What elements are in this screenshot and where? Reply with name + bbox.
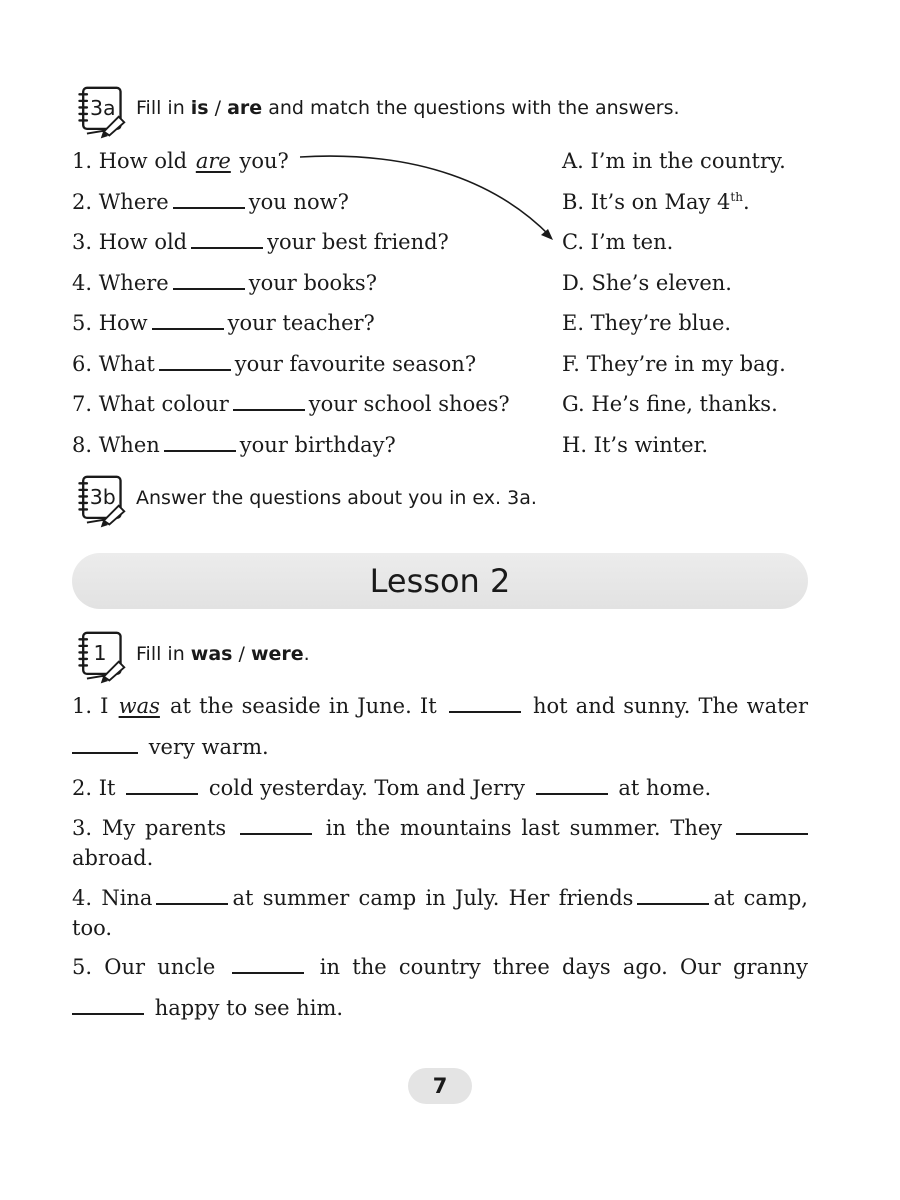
blank[interactable]	[637, 885, 709, 905]
notebook-pencil-icon	[72, 630, 128, 686]
sentence-2: 2. It cold yesterday. Tom and Jerry at home.	[72, 776, 712, 800]
answer-b: B. It’s on May 4th.	[562, 190, 750, 214]
question-1: 1. How old are you?	[72, 149, 289, 173]
sentence-5-line-2: happy to see him.	[72, 988, 808, 1028]
ex3b-instruction: Answer the questions about you in ex. 3a.	[136, 487, 537, 509]
sentence-3-line-1: 3. My parents in the mountains last summer. They	[72, 808, 808, 848]
blank[interactable]	[233, 391, 305, 411]
ex3a-instruction: Fill in is / are and match the questions with the answers.	[136, 97, 680, 119]
blank[interactable]	[126, 775, 198, 795]
ex1-instruction: Fill in was / were.	[136, 643, 310, 665]
question-6: 6. What your favourite season?	[72, 352, 477, 376]
question-3: 3. How old your best friend?	[72, 230, 449, 254]
filled-answer: are	[195, 149, 231, 173]
notebook-pencil-icon	[72, 474, 128, 530]
blank[interactable]	[736, 815, 808, 835]
answer-c: C. I’m ten.	[562, 230, 674, 254]
answer-a: A. I’m in the country.	[562, 149, 786, 173]
answer-f: F. They’re in my bag.	[562, 352, 786, 376]
blank[interactable]	[173, 189, 245, 209]
ex1-label: 1	[93, 640, 107, 665]
blank[interactable]	[72, 995, 144, 1015]
blank[interactable]	[152, 310, 224, 330]
question-4: 4. Where your books?	[72, 271, 377, 295]
question-7: 7. What colour your school shoes?	[72, 392, 510, 416]
sentence-4-line-2: too.	[72, 916, 113, 940]
ex3a-label: 3a	[89, 95, 116, 120]
blank[interactable]	[156, 885, 228, 905]
question-5: 5. How your teacher?	[72, 311, 375, 335]
sentence-3-line-2: abroad.	[72, 846, 154, 870]
lesson-title: Lesson 2	[72, 553, 808, 609]
filled-answer: was	[118, 694, 160, 718]
ex3b-label: 3b	[89, 484, 116, 509]
blank[interactable]	[191, 229, 263, 249]
question-2: 2. Where you now?	[72, 190, 349, 214]
answer-h: H. It’s winter.	[562, 433, 709, 457]
answer-g: G. He’s fine, thanks.	[562, 392, 778, 416]
question-8: 8. When your birthday?	[72, 433, 396, 457]
blank[interactable]	[159, 351, 231, 371]
page-number: 7	[408, 1068, 472, 1104]
sentence-1-line-2: very warm.	[72, 727, 808, 767]
answer-d: D. She’s eleven.	[562, 271, 732, 295]
sentence-1-line-1: 1. I was at the seaside in June. It hot and sunny. The water	[72, 694, 808, 718]
blank[interactable]	[173, 270, 245, 290]
blank[interactable]	[72, 734, 138, 754]
blank[interactable]	[232, 954, 304, 974]
blank[interactable]	[164, 432, 236, 452]
blank[interactable]	[240, 815, 312, 835]
blank[interactable]	[449, 693, 521, 713]
sentence-4-line-1: 4. Nina at summer camp in July. Her friends at camp,	[72, 886, 808, 910]
blank[interactable]	[536, 775, 608, 795]
answer-e: E. They’re blue.	[562, 311, 732, 335]
sentence-5-line-1: 5. Our uncle in the country three days ago. Our granny	[72, 955, 808, 979]
